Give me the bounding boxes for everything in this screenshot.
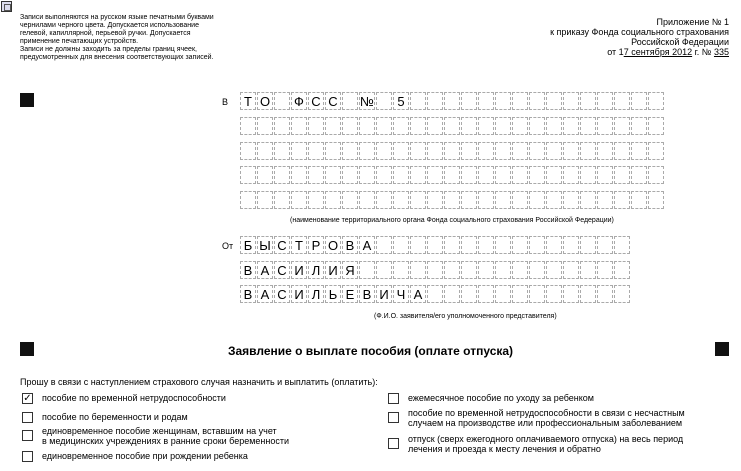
char-cell[interactable]: В (342, 236, 358, 254)
char-cell[interactable] (274, 92, 290, 110)
char-cell[interactable] (257, 117, 273, 135)
benefit-option-label: лечения и проезда к месту лечения и обратно (408, 444, 601, 454)
char-cell[interactable] (580, 142, 596, 160)
char-cell[interactable] (410, 236, 426, 254)
benefit-option-label: случаем на производстве или профессиональным заболеванием (408, 418, 683, 428)
char-cell[interactable] (614, 142, 630, 160)
char-cell[interactable] (512, 117, 528, 135)
appendix-line: к приказу Фонда социального страхования (550, 27, 729, 37)
char-cell[interactable] (291, 142, 307, 160)
benefit-checkbox[interactable]: ✓ (23, 393, 32, 404)
char-cell[interactable] (461, 117, 477, 135)
char-cell[interactable] (478, 236, 494, 254)
char-cell[interactable] (597, 166, 613, 184)
char-cell-row (240, 142, 665, 160)
char-cell[interactable]: В (359, 285, 375, 303)
char-cell[interactable]: А (359, 236, 375, 254)
char-cell[interactable] (495, 261, 511, 279)
char-cell[interactable] (410, 142, 426, 160)
char-cell[interactable] (427, 191, 443, 209)
char-cell[interactable] (342, 142, 358, 160)
benefit-checkbox[interactable] (388, 393, 399, 404)
char-cell[interactable] (359, 117, 375, 135)
char-cell[interactable] (308, 117, 324, 135)
benefit-option-label: единовременное пособие при рождении ребенка (42, 451, 248, 461)
char-cell[interactable] (461, 236, 477, 254)
char-cell[interactable] (546, 166, 562, 184)
char-cell[interactable] (478, 142, 494, 160)
char-cell[interactable] (359, 261, 375, 279)
char-cell[interactable] (529, 92, 545, 110)
form-title: Заявление о выплате пособия (оплате отпуска) (227, 344, 514, 358)
char-cell[interactable] (359, 142, 375, 160)
char-cell[interactable] (393, 117, 409, 135)
char-cell[interactable] (240, 191, 256, 209)
char-cell-row (240, 285, 631, 303)
char-cell[interactable] (597, 117, 613, 135)
char-cell[interactable] (444, 92, 460, 110)
char-cell[interactable] (512, 166, 528, 184)
char-cell[interactable] (342, 166, 358, 184)
char-cell[interactable] (478, 166, 494, 184)
char-cell[interactable] (444, 191, 460, 209)
char-cell[interactable] (461, 92, 477, 110)
char-cell[interactable] (580, 117, 596, 135)
char-cell[interactable] (495, 92, 511, 110)
char-cell[interactable] (614, 191, 630, 209)
char-cell[interactable] (461, 191, 477, 209)
char-cell[interactable]: Я (342, 261, 358, 279)
instruction-line: гелевой, капиллярной, перьевой ручки. Допускается (20, 30, 191, 37)
char-cell[interactable] (427, 285, 443, 303)
char-cell[interactable] (342, 92, 358, 110)
char-cell[interactable] (495, 117, 511, 135)
char-cell[interactable]: Е (342, 285, 358, 303)
char-cell[interactable]: Т (240, 92, 256, 110)
char-cell[interactable] (427, 261, 443, 279)
order-number: 335 (713, 47, 729, 57)
char-cell[interactable] (529, 191, 545, 209)
appendix-date-line: от 17 сентября 2012 г. № 335 (607, 47, 729, 57)
char-cell[interactable] (546, 285, 562, 303)
char-cell[interactable]: И (376, 285, 392, 303)
char-cell[interactable]: С (325, 92, 341, 110)
char-cell[interactable] (597, 236, 613, 254)
char-cell[interactable] (444, 236, 460, 254)
char-cell-row (240, 117, 665, 135)
char-cell[interactable] (614, 92, 630, 110)
char-cell[interactable]: В (240, 261, 256, 279)
char-cell[interactable] (240, 142, 256, 160)
char-cell[interactable] (461, 142, 477, 160)
char-cell[interactable] (257, 142, 273, 160)
char-cell[interactable] (274, 117, 290, 135)
char-cell[interactable]: А (410, 285, 426, 303)
char-cell[interactable] (529, 236, 545, 254)
char-cell[interactable]: С (308, 92, 324, 110)
char-cell[interactable] (240, 117, 256, 135)
appendix-line: Приложение № 1 (656, 17, 729, 27)
benefit-checkbox[interactable] (22, 430, 33, 441)
char-cell[interactable]: С (274, 261, 290, 279)
benefit-checkbox[interactable] (22, 412, 33, 423)
char-cell[interactable] (512, 191, 528, 209)
registration-marker (20, 93, 34, 107)
char-cell[interactable] (495, 166, 511, 184)
char-cell[interactable] (614, 117, 630, 135)
char-cell[interactable] (376, 117, 392, 135)
benefit-option-label: ежемесячное пособие по уходу за ребенком (408, 393, 594, 403)
instruction-line: чернилами черного цвета. Допускается использование (20, 22, 199, 29)
char-cell[interactable]: Ч (393, 285, 409, 303)
char-cell[interactable] (563, 166, 579, 184)
char-cell[interactable]: В (240, 285, 256, 303)
benefit-option-label: пособие по временной нетрудоспособности (42, 393, 226, 403)
char-cell[interactable] (546, 117, 562, 135)
char-cell[interactable] (563, 261, 579, 279)
char-cell[interactable] (580, 285, 596, 303)
char-cell[interactable] (546, 142, 562, 160)
char-cell[interactable]: С (274, 285, 290, 303)
char-cell[interactable] (580, 166, 596, 184)
char-cell[interactable] (563, 92, 579, 110)
char-cell[interactable]: О (325, 236, 341, 254)
char-cell[interactable] (512, 236, 528, 254)
char-cell[interactable] (257, 191, 273, 209)
char-cell[interactable] (376, 191, 392, 209)
char-cell[interactable] (376, 142, 392, 160)
appendix-block (469, 17, 729, 57)
char-cell[interactable] (308, 166, 324, 184)
char-cell[interactable] (631, 92, 647, 110)
char-cell[interactable] (444, 285, 460, 303)
char-cell[interactable]: 5 (393, 92, 409, 110)
char-cell[interactable] (495, 285, 511, 303)
char-cell[interactable]: Ы (257, 236, 273, 254)
char-cell[interactable] (580, 191, 596, 209)
char-cell[interactable] (478, 92, 494, 110)
char-cell[interactable]: А (257, 261, 273, 279)
char-cell[interactable] (274, 142, 290, 160)
char-cell[interactable] (648, 191, 664, 209)
char-cell[interactable] (529, 117, 545, 135)
char-cell[interactable] (478, 117, 494, 135)
char-cell[interactable] (325, 117, 341, 135)
char-cell[interactable] (580, 261, 596, 279)
char-cell[interactable]: Т (291, 236, 307, 254)
char-cell[interactable] (410, 117, 426, 135)
char-cell[interactable] (444, 142, 460, 160)
char-cell[interactable] (529, 142, 545, 160)
fio-caption: (Ф.И.О. заявителя/его уполномоченного представителя) (374, 313, 557, 320)
char-cell[interactable] (427, 117, 443, 135)
char-cell[interactable] (631, 117, 647, 135)
char-cell-row (240, 191, 665, 209)
char-cell[interactable] (597, 285, 613, 303)
char-cell[interactable] (597, 142, 613, 160)
instructions-block (20, 14, 255, 62)
char-cell[interactable] (614, 261, 630, 279)
char-cell[interactable] (376, 261, 392, 279)
char-cell[interactable] (614, 166, 630, 184)
benefit-option-label: единовременное пособие женщинам, вставшим на учет (42, 426, 277, 436)
char-cell[interactable] (546, 261, 562, 279)
appendix-line: Российской Федерации (631, 37, 729, 47)
char-cell[interactable] (444, 117, 460, 135)
char-cell[interactable] (563, 285, 579, 303)
char-cell[interactable] (597, 92, 613, 110)
char-cell[interactable] (648, 92, 664, 110)
char-cell[interactable] (614, 236, 630, 254)
char-cell[interactable] (495, 236, 511, 254)
char-cell[interactable] (393, 166, 409, 184)
char-cell[interactable] (597, 191, 613, 209)
char-cell[interactable]: О (257, 92, 273, 110)
char-cell[interactable] (546, 191, 562, 209)
instruction-line: предусмотренных для внесения соответствующих записей. (20, 54, 214, 61)
char-cell[interactable] (325, 142, 341, 160)
instruction-line: Записи не должны заходить за пределы границ ячеек, (20, 46, 197, 53)
char-cell[interactable] (410, 191, 426, 209)
char-cell[interactable] (376, 166, 392, 184)
char-cell[interactable]: Л (308, 285, 324, 303)
char-cell[interactable] (291, 117, 307, 135)
char-cell[interactable] (478, 261, 494, 279)
char-cell[interactable] (393, 142, 409, 160)
char-cell[interactable] (410, 261, 426, 279)
char-cell[interactable] (427, 142, 443, 160)
char-cell[interactable] (274, 191, 290, 209)
char-cell[interactable]: А (257, 285, 273, 303)
from-label: От (222, 241, 234, 251)
char-cell[interactable] (648, 142, 664, 160)
char-cell-row (240, 236, 631, 254)
char-cell[interactable] (376, 92, 392, 110)
char-cell[interactable] (325, 166, 341, 184)
char-cell[interactable] (563, 236, 579, 254)
char-cell[interactable] (308, 191, 324, 209)
char-cell[interactable] (529, 285, 545, 303)
char-cell[interactable] (291, 166, 307, 184)
char-cell[interactable] (546, 92, 562, 110)
benefit-option-label: в медицинских учреждениях в ранние сроки беременности (42, 436, 290, 446)
checkbox-icon (1, 1, 12, 12)
char-cell[interactable] (444, 166, 460, 184)
char-cell[interactable] (393, 191, 409, 209)
char-cell[interactable] (393, 261, 409, 279)
char-cell[interactable] (410, 166, 426, 184)
char-cell[interactable] (427, 92, 443, 110)
char-cell[interactable]: Б (240, 236, 256, 254)
char-cell[interactable] (614, 285, 630, 303)
char-cell[interactable] (444, 261, 460, 279)
benefit-checkbox[interactable] (388, 438, 399, 449)
char-cell[interactable] (648, 117, 664, 135)
char-cell[interactable] (359, 191, 375, 209)
char-cell[interactable] (257, 166, 273, 184)
char-cell[interactable] (580, 92, 596, 110)
char-cell[interactable] (529, 166, 545, 184)
char-cell[interactable] (631, 166, 647, 184)
char-cell[interactable] (631, 142, 647, 160)
org-caption: (наименование территориального органа Фонда социального страхования Российской Федерации) (290, 217, 614, 224)
char-cell[interactable] (461, 166, 477, 184)
char-cell[interactable] (240, 166, 256, 184)
char-cell[interactable]: Ь (325, 285, 341, 303)
char-cell[interactable]: Р (308, 236, 324, 254)
char-cell[interactable] (495, 142, 511, 160)
benefit-option-label: пособие по беременности и родам (42, 412, 188, 422)
char-cell[interactable] (274, 166, 290, 184)
char-cell[interactable]: И (291, 261, 307, 279)
instruction-line: применение печатающих устройств. (20, 38, 139, 45)
char-cell[interactable] (342, 117, 358, 135)
char-cell[interactable] (597, 261, 613, 279)
char-cell[interactable] (648, 166, 664, 184)
request-text: Прошу в связи с наступлением страхового случая назначить и выплатить (оплатить): (20, 377, 378, 387)
char-cell[interactable] (580, 236, 596, 254)
char-cell[interactable]: Ф (291, 92, 307, 110)
char-cell[interactable] (427, 236, 443, 254)
char-cell[interactable] (546, 236, 562, 254)
char-cell-row (240, 166, 665, 184)
char-cell[interactable]: И (325, 261, 341, 279)
char-cell[interactable] (512, 142, 528, 160)
benefit-checkbox[interactable] (388, 412, 399, 423)
char-cell[interactable] (512, 285, 528, 303)
char-cell[interactable] (376, 236, 392, 254)
char-cell[interactable] (563, 191, 579, 209)
char-cell[interactable] (529, 261, 545, 279)
char-cell[interactable] (393, 236, 409, 254)
char-cell[interactable] (478, 191, 494, 209)
char-cell[interactable] (563, 142, 579, 160)
char-cell[interactable] (461, 261, 477, 279)
char-cell[interactable] (563, 117, 579, 135)
char-cell[interactable] (308, 142, 324, 160)
char-cell[interactable] (291, 191, 307, 209)
char-cell[interactable]: И (291, 285, 307, 303)
char-cell[interactable] (410, 92, 426, 110)
char-cell-row (240, 261, 631, 279)
order-date: 7 сентября 2012 (623, 47, 693, 57)
char-cell[interactable] (495, 191, 511, 209)
char-cell[interactable]: Л (308, 261, 324, 279)
to-label: В (222, 97, 229, 107)
char-cell[interactable] (325, 191, 341, 209)
char-cell[interactable] (512, 261, 528, 279)
char-cell[interactable] (359, 166, 375, 184)
char-cell-row (240, 92, 665, 110)
char-cell[interactable] (512, 92, 528, 110)
instruction-line: Записи выполняются на русском языке печатными буквами (20, 14, 214, 21)
char-cell[interactable]: С (274, 236, 290, 254)
char-cell[interactable] (631, 191, 647, 209)
char-cell[interactable] (478, 285, 494, 303)
benefit-option-label: отпуск (сверх ежегодного оплачиваемого отпуска) на весь период (408, 434, 684, 444)
char-cell[interactable] (342, 191, 358, 209)
benefit-checkbox[interactable] (22, 451, 33, 462)
char-cell[interactable] (427, 166, 443, 184)
char-cell[interactable]: № (360, 94, 374, 109)
benefit-option-label: пособие по временной нетрудоспособности в связи с несчастным (408, 408, 685, 418)
char-cell[interactable] (461, 285, 477, 303)
